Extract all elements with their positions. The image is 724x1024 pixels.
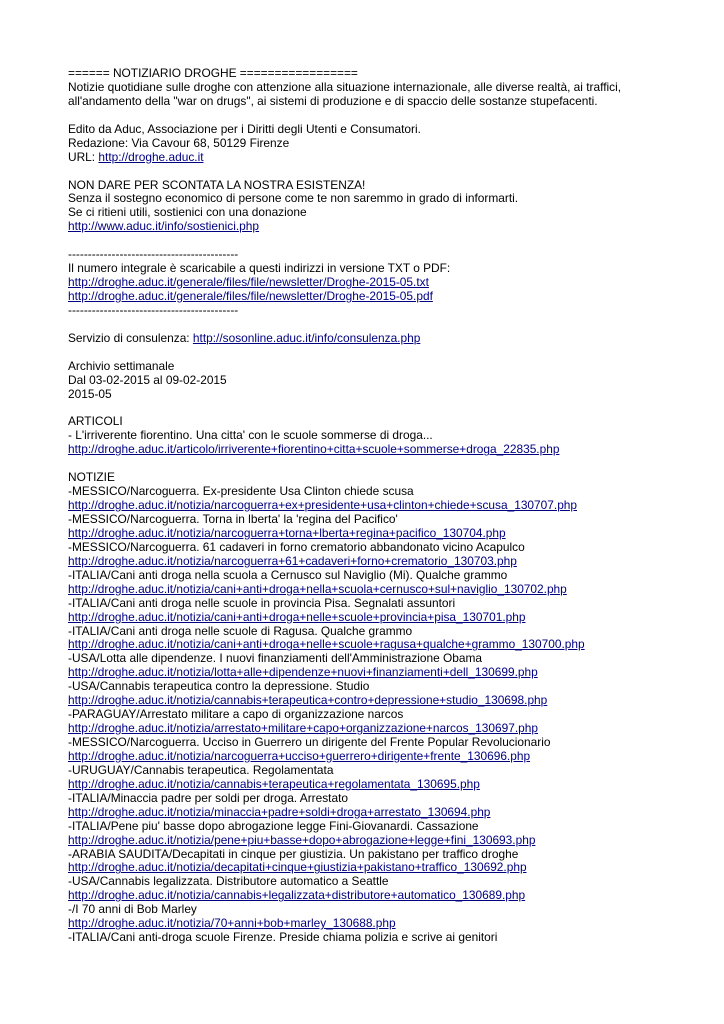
news-item-link[interactable]: http://droghe.aduc.it/notizia/cannabis+legalizzata+distributore+automatico_130689.php <box>68 888 526 903</box>
news-item-title: -USA/Lotta alle dipendenze. I nuovi finanziamenti dell'Amministrazione Obama <box>68 651 483 666</box>
consulting-line <box>68 332 708 346</box>
news-item-title: -/I 70 anni di Bob Marley <box>68 902 197 917</box>
donation-link[interactable]: http://www.aduc.it/info/sostienici.php <box>68 219 260 234</box>
news-item-title: -ITALIA/Cani anti droga nella scuola a Cernusco sul Naviglio (Mi). Qualche grammo <box>68 567 508 582</box>
spacer <box>68 457 708 471</box>
news-item-title: -URUGUAY/Cannabis terapeutica. Regolamentata <box>68 762 334 777</box>
spacer <box>68 165 708 179</box>
article-title: - L'irriverente fiorentino. Una citta' con le scuole sommerse di droga... <box>68 428 433 443</box>
article-link[interactable]: http://droghe.aduc.it/articolo/irriverente+fiorentino+citta+scuole+sommerse+droga_22835.php <box>68 442 560 457</box>
editor-url-line <box>68 151 708 165</box>
news-item-link-line <box>68 917 708 931</box>
news-item-link[interactable]: http://droghe.aduc.it/notizia/narcoguerra+61+cadaveri+forno+crematorio_130703.php <box>68 553 517 568</box>
news-item-link[interactable]: http://droghe.aduc.it/notizia/arrestato+militare+capo+organizzazione+narcos_130697.php <box>68 721 538 736</box>
news-item-link-line <box>68 806 708 820</box>
download-txt-line <box>68 276 708 290</box>
editor-address: Redazione: Via Cavour 68, 50129 Firenze <box>68 135 290 150</box>
news-item-link[interactable]: http://droghe.aduc.it/notizia/70+anni+bob+marley_130688.php <box>68 916 396 931</box>
consulting-link[interactable]: http://sosonline.aduc.it/info/consulenza.php <box>192 330 421 345</box>
article-link-line <box>68 443 708 457</box>
news-item-link[interactable]: http://droghe.aduc.it/notizia/narcoguerra+ex+presidente+usa+clinton+chiede+scusa_130707.php <box>68 498 578 513</box>
news-item-title: -ITALIA/Cani anti droga nelle scuole in provincia Pisa. Segnalati assuntori <box>68 595 456 610</box>
spacer <box>68 402 708 416</box>
news-item-link-line <box>68 611 708 625</box>
news-item-link[interactable]: http://droghe.aduc.it/notizia/cani+anti+droga+nella+scuola+cernusco+sul+naviglio_130702.php <box>68 581 567 596</box>
news-item-link-line <box>68 666 708 680</box>
news-item-link[interactable]: http://droghe.aduc.it/notizia/cani+anti+droga+nelle+scuole+provincia+pisa_130701.php <box>68 609 526 624</box>
support-heading: NON DARE PER SCONTATA LA NOSTRA ESISTENZA! <box>68 177 366 192</box>
news-item-link-line <box>68 750 708 764</box>
spacer <box>68 318 708 332</box>
news-item-link-line <box>68 722 708 736</box>
news-item-title: -ITALIA/Minaccia padre per soldi per droga. Arrestato <box>68 790 349 805</box>
news-item-link[interactable]: http://droghe.aduc.it/notizia/minaccia+padre+soldi+droga+arrestato_130694.php <box>68 804 491 819</box>
news-item-title: -MESSICO/Narcoguerra. Ucciso in Guerrero un dirigente del Frente Popular Revolucionario <box>68 735 551 749</box>
news-item-link-line <box>68 889 708 903</box>
articles-heading: ARTICOLI <box>68 414 123 429</box>
news-item-link-line <box>68 555 708 569</box>
archive-issue: 2015-05 <box>68 386 112 401</box>
news-item-title: -ITALIA/Cani anti droga nelle scuole di Ragusa. Qualche grammo <box>68 623 413 638</box>
spacer <box>68 346 708 360</box>
news-item-link[interactable]: http://droghe.aduc.it/notizia/decapitati+cinque+giustizia+pakistano+traffico_130692.php <box>68 860 527 875</box>
news-item-link[interactable]: http://droghe.aduc.it/notizia/cannabis+terapeutica+contro+depressione+studio_130698.php <box>68 693 548 708</box>
newsletter-document <box>68 67 708 945</box>
download-txt-link[interactable]: http://droghe.aduc.it/generale/files/file/newsletter/Droghe-2015-05.txt <box>68 275 429 290</box>
news-item-link-line <box>68 694 708 708</box>
news-item-link[interactable]: http://droghe.aduc.it/notizia/narcoguerra+ucciso+guerrero+dirigente+frente_130696.php <box>68 748 531 763</box>
news-item-link-line <box>68 583 708 597</box>
news-item-link-line <box>68 527 708 541</box>
download-pdf-line <box>68 290 708 304</box>
spacer <box>68 234 708 248</box>
news-item-link[interactable]: http://droghe.aduc.it/notizia/narcoguerra+torna+lberta+regina+pacifico_130704.php <box>68 525 506 540</box>
intro-line-2: all'andamento della "war on drugs", ai sistemi di produzione e di spaccio delle sostanze stupefacenti. <box>68 93 598 108</box>
spacer <box>68 109 708 123</box>
news-item-title: -ARABIA SAUDITA/Decapitati in cinque per giustizia. Un pakistano per traffico droghe <box>68 846 519 861</box>
news-list <box>68 485 708 945</box>
news-heading: NOTIZIE <box>68 470 115 485</box>
news-item-link-line <box>68 499 708 513</box>
news-item-title: -USA/Cannabis terapeutica contro la depressione. Studio <box>68 679 370 694</box>
news-item-title: -MESSICO/Narcoguerra. 61 cadaveri in forno crematorio abbandonato vicino Acapulco <box>68 539 525 554</box>
news-item-link[interactable]: http://droghe.aduc.it/notizia/lotta+alle+dipendenze+nuovi+finanziamenti+dell_130699.php <box>68 665 538 680</box>
news-item-link-line <box>68 638 708 652</box>
news-item-title: -ITALIA/Pene piu' basse dopo abrogazione legge Fini-Giovanardi. Cassazione <box>68 818 479 833</box>
newsletter-title: ====== NOTIZIARIO DROGHE ================= <box>68 66 358 80</box>
news-item-link-line <box>68 861 708 875</box>
news-item-link-line <box>68 834 708 848</box>
news-item-title: -MESSICO/Narcoguerra. Torna in lberta' la 'regina del Pacifico' <box>68 512 398 526</box>
separator-bottom: ------------------------------------------- <box>68 302 239 317</box>
support-line-2: Se ci ritieni utili, sostienici con una donazione <box>68 205 307 220</box>
consulting-label: Servizio di consulenza: <box>68 330 193 345</box>
url-label: URL: <box>68 149 99 164</box>
download-pdf-link[interactable]: http://droghe.aduc.it/generale/files/file/newsletter/Droghe-2015-05.pdf <box>68 289 433 303</box>
separator-top: ------------------------------------------- <box>68 247 239 262</box>
news-item-title: -PARAGUAY/Arrestato militare a capo di organizzazione narcos <box>68 707 404 722</box>
site-link[interactable]: http://droghe.aduc.it <box>98 149 204 164</box>
support-line-1: Senza il sostegno economico di persone come te non saremmo in grado di informarti. <box>68 191 519 206</box>
news-item-title: -ITALIA/Cani anti-droga scuole Firenze. Preside chiama polizia e scrive ai genitori <box>68 930 498 945</box>
archive-title: Archivio settimanale <box>68 358 175 373</box>
news-item-link-line <box>68 778 708 792</box>
archive-range: Dal 03-02-2015 al 09-02-2015 <box>68 372 227 387</box>
intro-line-1: Notizie quotidiane sulle droghe con attenzione alla situazione internazionale, alle diverse realtà, ai traffici, <box>68 79 622 94</box>
news-item-title: -USA/Cannabis legalizzata. Distributore automatico a Seattle <box>68 874 389 889</box>
edited-by: Edito da Aduc, Associazione per i Diritti degli Utenti e Consumatori. <box>68 121 421 136</box>
news-item-link[interactable]: http://droghe.aduc.it/notizia/cani+anti+droga+nelle+scuole+ragusa+qualche+grammo_130700.php <box>68 637 585 652</box>
articles-list <box>68 429 708 457</box>
download-text: Il numero integrale è scaricabile a questi indirizzi in versione TXT o PDF: <box>68 261 451 276</box>
news-item-link[interactable]: http://droghe.aduc.it/notizia/pene+piu+basse+dopo+abrogazione+legge+fini_130693.php <box>68 832 536 847</box>
news-item-link[interactable]: http://droghe.aduc.it/notizia/cannabis+terapeutica+regolamentata_130695.php <box>68 776 480 791</box>
news-item-title: -MESSICO/Narcoguerra. Ex-presidente Usa Clinton chiede scusa <box>68 484 414 499</box>
support-line-link <box>68 220 708 234</box>
